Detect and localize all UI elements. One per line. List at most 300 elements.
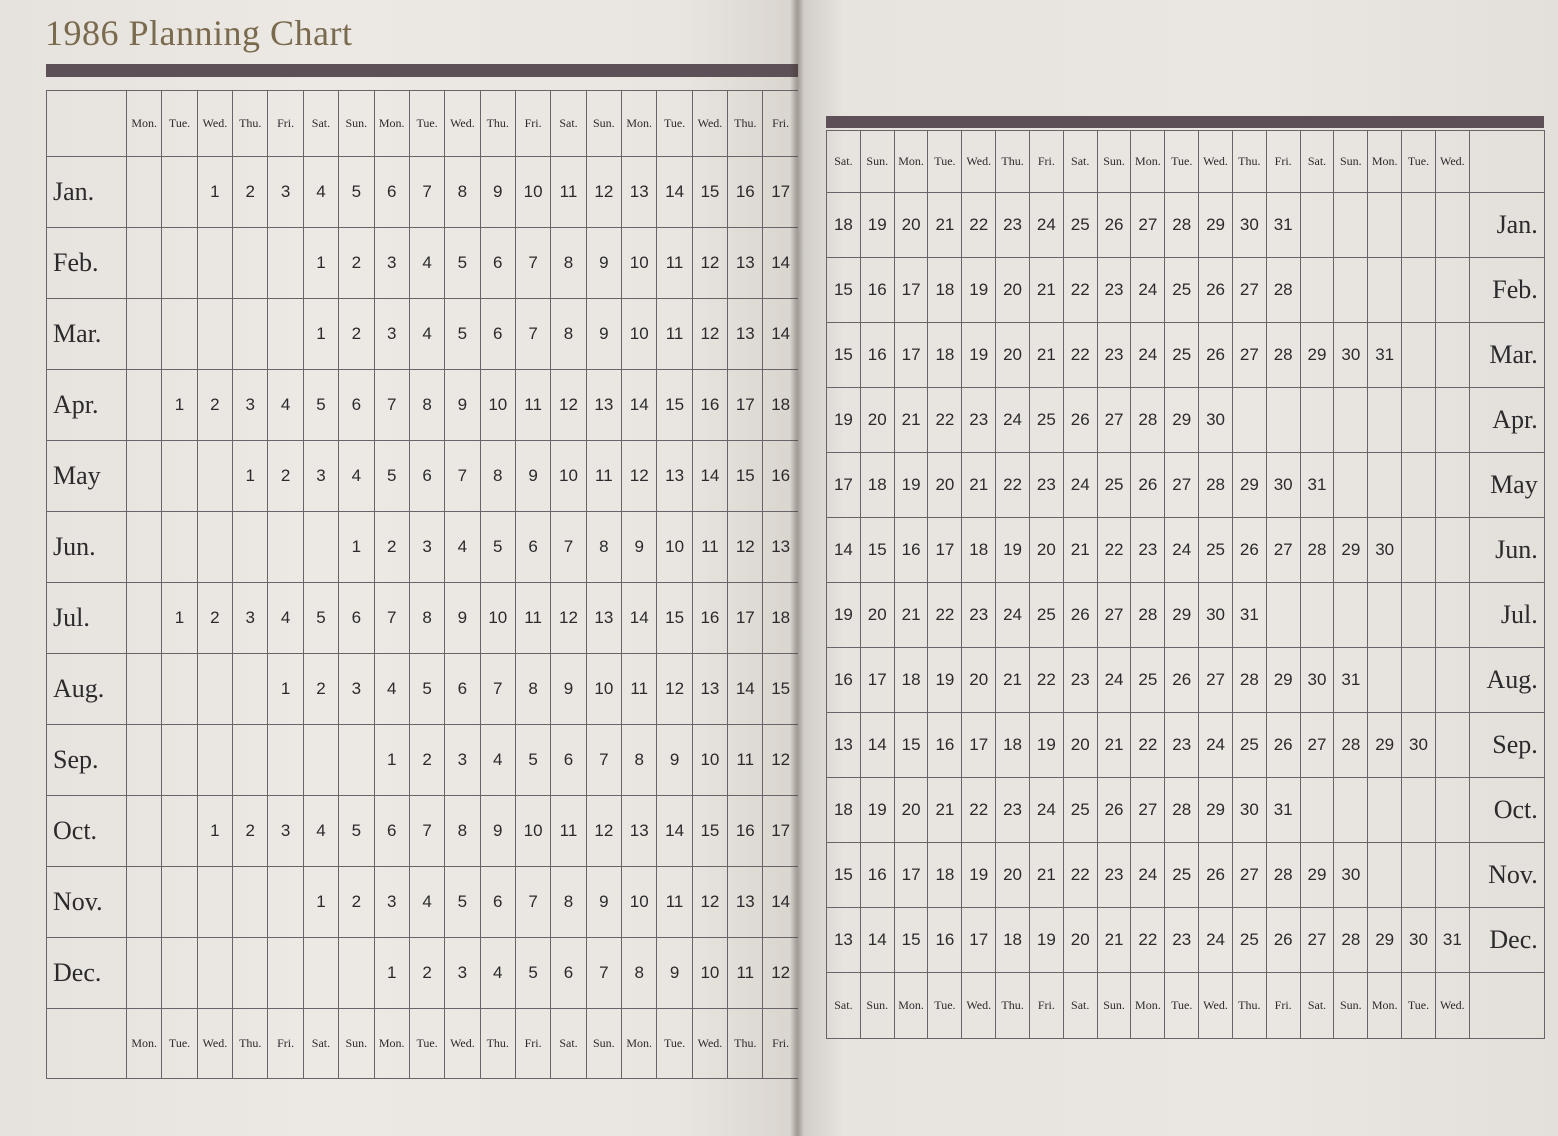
- date-cell: 14: [692, 441, 727, 512]
- month-label: Jun.: [1469, 518, 1544, 583]
- header-band: [826, 116, 1544, 128]
- date-cell: 11: [657, 299, 692, 370]
- day-header: Mon.: [622, 91, 657, 157]
- date-cell: 5: [303, 583, 338, 654]
- date-cell: 6: [551, 938, 586, 1009]
- day-header: Tue.: [1165, 131, 1199, 193]
- date-cell: 2: [303, 654, 338, 725]
- date-cell: 13: [657, 441, 692, 512]
- date-cell: 17: [763, 157, 798, 228]
- date-cell: 19: [827, 583, 861, 648]
- date-cell: 7: [409, 796, 444, 867]
- month-label: May: [1469, 453, 1544, 518]
- date-cell: 17: [894, 323, 928, 388]
- day-header: Sat.: [551, 91, 586, 157]
- date-cell: 26: [1165, 648, 1199, 713]
- month-row: [827, 323, 1545, 388]
- date-cell: 4: [268, 583, 303, 654]
- date-cell: 4: [409, 228, 444, 299]
- month-label: Apr.: [47, 370, 127, 441]
- date-cell: 3: [374, 228, 409, 299]
- date-cell: 26: [1232, 518, 1266, 583]
- date-cell: 19: [1029, 908, 1063, 973]
- date-cell: 21: [894, 583, 928, 648]
- date-cell: 24: [1165, 518, 1199, 583]
- date-cell: 13: [622, 157, 657, 228]
- day-header: Tue.: [657, 1009, 692, 1079]
- date-cell: [1334, 778, 1368, 843]
- date-cell: 17: [763, 796, 798, 867]
- date-cell: [127, 938, 162, 1009]
- month-label: Feb.: [47, 228, 127, 299]
- month-label: Aug.: [47, 654, 127, 725]
- date-cell: 25: [1131, 648, 1165, 713]
- date-cell: 14: [622, 370, 657, 441]
- date-cell: 24: [1131, 843, 1165, 908]
- date-cell: 19: [860, 778, 894, 843]
- day-header: Tue.: [409, 91, 444, 157]
- date-cell: 22: [928, 583, 962, 648]
- month-row: [827, 258, 1545, 323]
- date-cell: 9: [480, 157, 515, 228]
- date-cell: [1435, 713, 1469, 778]
- date-cell: [1435, 843, 1469, 908]
- date-cell: 25: [1063, 193, 1097, 258]
- date-cell: 1: [268, 654, 303, 725]
- day-header: Fri.: [268, 91, 303, 157]
- day-header: Mon.: [894, 131, 928, 193]
- date-cell: 1: [303, 228, 338, 299]
- date-cell: 24: [996, 388, 1030, 453]
- date-cell: 22: [1131, 713, 1165, 778]
- date-cell: 1: [197, 157, 232, 228]
- date-cell: 27: [1266, 518, 1300, 583]
- date-cell: 18: [763, 583, 798, 654]
- date-cell: 4: [303, 157, 338, 228]
- date-cell: [1232, 388, 1266, 453]
- date-cell: 10: [622, 867, 657, 938]
- date-cell: [127, 867, 162, 938]
- date-cell: 21: [1063, 518, 1097, 583]
- month-label: Jul.: [1469, 583, 1544, 648]
- day-header: Sun.: [1334, 131, 1368, 193]
- date-cell: 10: [515, 157, 550, 228]
- date-cell: 18: [996, 908, 1030, 973]
- month-row: [827, 648, 1545, 713]
- date-cell: 1: [233, 441, 268, 512]
- date-cell: 30: [1402, 908, 1436, 973]
- date-cell: 30: [1402, 713, 1436, 778]
- day-header: Mon.: [1368, 973, 1402, 1039]
- date-cell: 23: [1097, 843, 1131, 908]
- month-row: [47, 938, 799, 1009]
- date-cell: 3: [303, 441, 338, 512]
- date-cell: [197, 867, 232, 938]
- date-cell: 24: [996, 583, 1030, 648]
- date-cell: 22: [1063, 843, 1097, 908]
- date-cell: [1402, 583, 1436, 648]
- day-header: Tue.: [657, 91, 692, 157]
- date-cell: 11: [728, 725, 763, 796]
- month-label: Nov.: [47, 867, 127, 938]
- day-header: Tue.: [162, 1009, 197, 1079]
- date-cell: [1402, 323, 1436, 388]
- date-cell: 23: [996, 193, 1030, 258]
- date-cell: [268, 228, 303, 299]
- date-cell: 24: [1199, 713, 1233, 778]
- date-cell: 5: [303, 370, 338, 441]
- date-cell: [1435, 583, 1469, 648]
- date-cell: [127, 157, 162, 228]
- day-header: Sat.: [1063, 131, 1097, 193]
- day-footer-row: [47, 1009, 799, 1079]
- date-cell: 23: [1097, 323, 1131, 388]
- date-cell: 1: [197, 796, 232, 867]
- date-cell: 29: [1300, 843, 1334, 908]
- date-cell: 14: [763, 228, 798, 299]
- date-cell: 5: [339, 157, 374, 228]
- day-header: Sat.: [303, 91, 338, 157]
- date-cell: 12: [551, 583, 586, 654]
- date-cell: 30: [1232, 193, 1266, 258]
- date-cell: 5: [339, 796, 374, 867]
- date-cell: [1300, 258, 1334, 323]
- planning-table-right: [826, 130, 1545, 1039]
- date-cell: [1334, 193, 1368, 258]
- date-cell: 11: [657, 867, 692, 938]
- day-header: Thu.: [996, 131, 1030, 193]
- date-cell: 5: [480, 512, 515, 583]
- date-cell: 13: [586, 583, 621, 654]
- date-cell: 6: [374, 796, 409, 867]
- date-cell: [1435, 778, 1469, 843]
- day-header: Fri.: [763, 91, 798, 157]
- month-label: Sep.: [1469, 713, 1544, 778]
- date-cell: 21: [996, 648, 1030, 713]
- date-cell: 26: [1266, 713, 1300, 778]
- day-header-row: [827, 131, 1545, 193]
- date-cell: 21: [928, 193, 962, 258]
- date-cell: 10: [622, 299, 657, 370]
- date-cell: [1334, 388, 1368, 453]
- date-cell: 8: [551, 299, 586, 370]
- date-cell: 8: [445, 157, 480, 228]
- date-cell: 14: [657, 796, 692, 867]
- day-header: Sun.: [339, 91, 374, 157]
- date-cell: 1: [303, 867, 338, 938]
- day-header: Sun.: [1097, 131, 1131, 193]
- date-cell: 22: [928, 388, 962, 453]
- date-cell: 10: [622, 228, 657, 299]
- day-header: Wed.: [197, 91, 232, 157]
- month-row: [47, 725, 799, 796]
- day-header: Thu.: [233, 1009, 268, 1079]
- date-cell: 10: [657, 512, 692, 583]
- date-cell: 30: [1300, 648, 1334, 713]
- date-cell: 2: [339, 228, 374, 299]
- date-cell: 16: [692, 370, 727, 441]
- date-cell: 14: [860, 713, 894, 778]
- month-label: Jul.: [47, 583, 127, 654]
- day-header: Tue.: [1402, 131, 1436, 193]
- date-cell: 15: [894, 908, 928, 973]
- date-cell: 15: [728, 441, 763, 512]
- month-row: [827, 388, 1545, 453]
- date-cell: 12: [622, 441, 657, 512]
- date-cell: 29: [1300, 323, 1334, 388]
- date-cell: 18: [827, 193, 861, 258]
- date-cell: 26: [1266, 908, 1300, 973]
- date-cell: 6: [339, 583, 374, 654]
- month-label: Apr.: [1469, 388, 1544, 453]
- date-cell: 10: [586, 654, 621, 725]
- date-cell: 26: [1199, 843, 1233, 908]
- date-cell: 20: [996, 843, 1030, 908]
- date-cell: 11: [515, 370, 550, 441]
- date-cell: 21: [1097, 908, 1131, 973]
- date-cell: 14: [657, 157, 692, 228]
- date-cell: [1368, 648, 1402, 713]
- date-cell: 8: [409, 583, 444, 654]
- date-cell: [127, 441, 162, 512]
- date-cell: 6: [551, 725, 586, 796]
- month-row: [47, 796, 799, 867]
- date-cell: 6: [480, 299, 515, 370]
- date-cell: 4: [374, 654, 409, 725]
- day-header: Sat.: [827, 973, 861, 1039]
- date-cell: 26: [1199, 258, 1233, 323]
- day-header: Sun.: [586, 1009, 621, 1079]
- date-cell: [197, 654, 232, 725]
- month-row: [47, 867, 799, 938]
- date-cell: 13: [827, 908, 861, 973]
- date-cell: [1368, 778, 1402, 843]
- date-cell: 8: [480, 441, 515, 512]
- date-cell: 11: [622, 654, 657, 725]
- date-cell: 15: [692, 157, 727, 228]
- date-cell: [162, 796, 197, 867]
- date-cell: 7: [374, 583, 409, 654]
- date-cell: 10: [515, 796, 550, 867]
- corner-cell: [47, 1009, 127, 1079]
- date-cell: 9: [586, 228, 621, 299]
- date-cell: 5: [445, 867, 480, 938]
- day-header: Sun.: [1097, 973, 1131, 1039]
- date-cell: 15: [657, 583, 692, 654]
- date-cell: 30: [1334, 323, 1368, 388]
- date-cell: 29: [1165, 388, 1199, 453]
- date-cell: 28: [1334, 908, 1368, 973]
- month-row: [827, 518, 1545, 583]
- corner-cell: [1469, 131, 1544, 193]
- month-row: [827, 453, 1545, 518]
- date-cell: 19: [928, 648, 962, 713]
- date-cell: 15: [827, 843, 861, 908]
- date-cell: 7: [409, 157, 444, 228]
- date-cell: 18: [928, 258, 962, 323]
- date-cell: 11: [551, 796, 586, 867]
- date-cell: 28: [1266, 258, 1300, 323]
- date-cell: 12: [763, 725, 798, 796]
- date-cell: 12: [692, 299, 727, 370]
- date-cell: [1402, 518, 1436, 583]
- month-label: Oct.: [1469, 778, 1544, 843]
- day-header: Fri.: [763, 1009, 798, 1079]
- date-cell: 17: [962, 713, 996, 778]
- day-header: Wed.: [197, 1009, 232, 1079]
- date-cell: 27: [1131, 778, 1165, 843]
- month-label: Feb.: [1469, 258, 1544, 323]
- date-cell: [233, 725, 268, 796]
- date-cell: 24: [1097, 648, 1131, 713]
- date-cell: 7: [515, 299, 550, 370]
- date-cell: 9: [657, 938, 692, 1009]
- date-cell: 20: [894, 193, 928, 258]
- date-cell: 8: [622, 938, 657, 1009]
- book-gutter: [790, 0, 804, 1136]
- date-cell: 7: [480, 654, 515, 725]
- day-header: Mon.: [127, 91, 162, 157]
- date-cell: 27: [1300, 713, 1334, 778]
- month-row: [827, 193, 1545, 258]
- date-cell: 23: [996, 778, 1030, 843]
- date-cell: 7: [515, 867, 550, 938]
- date-cell: 8: [409, 370, 444, 441]
- date-cell: [1266, 388, 1300, 453]
- day-header: Fri.: [1266, 131, 1300, 193]
- date-cell: 22: [1131, 908, 1165, 973]
- date-cell: 25: [1097, 453, 1131, 518]
- date-cell: 12: [657, 654, 692, 725]
- day-header: Thu.: [480, 1009, 515, 1079]
- date-cell: 17: [827, 453, 861, 518]
- date-cell: 15: [894, 713, 928, 778]
- date-cell: 4: [303, 796, 338, 867]
- date-cell: [1402, 778, 1436, 843]
- date-cell: [1402, 648, 1436, 713]
- page-title: 1986 Planning Chart: [45, 13, 353, 53]
- date-cell: 13: [728, 228, 763, 299]
- date-cell: 26: [1097, 193, 1131, 258]
- date-cell: 26: [1063, 388, 1097, 453]
- date-cell: 7: [515, 228, 550, 299]
- date-cell: 25: [1029, 583, 1063, 648]
- date-cell: [1435, 518, 1469, 583]
- day-header: Mon.: [127, 1009, 162, 1079]
- date-cell: 17: [728, 583, 763, 654]
- date-cell: [162, 512, 197, 583]
- day-header: Sun.: [339, 1009, 374, 1079]
- date-cell: 27: [1232, 843, 1266, 908]
- day-header: Wed.: [445, 1009, 480, 1079]
- date-cell: 27: [1097, 583, 1131, 648]
- date-cell: 25: [1029, 388, 1063, 453]
- date-cell: [1402, 193, 1436, 258]
- day-header: Wed.: [1199, 973, 1233, 1039]
- date-cell: 27: [1199, 648, 1233, 713]
- date-cell: 12: [586, 796, 621, 867]
- date-cell: 17: [962, 908, 996, 973]
- date-cell: 15: [657, 370, 692, 441]
- date-cell: 10: [551, 441, 586, 512]
- date-cell: 2: [409, 938, 444, 1009]
- date-cell: 29: [1266, 648, 1300, 713]
- date-cell: 3: [445, 725, 480, 796]
- month-row: [47, 228, 799, 299]
- date-cell: [268, 725, 303, 796]
- day-header: Sat.: [1063, 973, 1097, 1039]
- day-header: Mon.: [1368, 131, 1402, 193]
- day-header: Fri.: [515, 91, 550, 157]
- date-cell: 28: [1300, 518, 1334, 583]
- date-cell: 30: [1232, 778, 1266, 843]
- date-cell: 2: [409, 725, 444, 796]
- date-cell: 22: [1029, 648, 1063, 713]
- date-cell: 13: [728, 867, 763, 938]
- date-cell: 15: [827, 258, 861, 323]
- day-header: Tue.: [409, 1009, 444, 1079]
- month-row: [47, 654, 799, 725]
- date-cell: 22: [1097, 518, 1131, 583]
- date-cell: [127, 370, 162, 441]
- day-header: Sun.: [1334, 973, 1368, 1039]
- date-cell: [233, 938, 268, 1009]
- day-header: Tue.: [928, 973, 962, 1039]
- date-cell: 3: [268, 796, 303, 867]
- date-cell: 19: [962, 843, 996, 908]
- date-cell: [197, 725, 232, 796]
- date-cell: 20: [860, 583, 894, 648]
- date-cell: 18: [860, 453, 894, 518]
- date-cell: 16: [827, 648, 861, 713]
- day-header: Fri.: [1029, 973, 1063, 1039]
- day-header: Fri.: [268, 1009, 303, 1079]
- date-cell: [1368, 258, 1402, 323]
- date-cell: [1402, 453, 1436, 518]
- date-cell: 23: [1165, 713, 1199, 778]
- date-cell: [1300, 778, 1334, 843]
- date-cell: 5: [445, 299, 480, 370]
- date-cell: 31: [1232, 583, 1266, 648]
- date-cell: [162, 654, 197, 725]
- day-header: Thu.: [1232, 973, 1266, 1039]
- date-cell: 1: [162, 583, 197, 654]
- date-cell: 19: [827, 388, 861, 453]
- date-cell: 14: [763, 299, 798, 370]
- date-cell: 14: [622, 583, 657, 654]
- date-cell: 13: [622, 796, 657, 867]
- date-cell: 16: [860, 258, 894, 323]
- date-cell: 1: [303, 299, 338, 370]
- date-cell: [197, 938, 232, 1009]
- date-cell: [339, 938, 374, 1009]
- date-cell: 31: [1266, 778, 1300, 843]
- date-cell: 14: [860, 908, 894, 973]
- date-cell: 8: [445, 796, 480, 867]
- date-cell: [162, 725, 197, 796]
- date-cell: 11: [586, 441, 621, 512]
- date-cell: 4: [409, 299, 444, 370]
- date-cell: 27: [1131, 193, 1165, 258]
- date-cell: 29: [1334, 518, 1368, 583]
- date-cell: 25: [1063, 778, 1097, 843]
- date-cell: 23: [1131, 518, 1165, 583]
- date-cell: 24: [1131, 323, 1165, 388]
- date-cell: 7: [586, 938, 621, 1009]
- day-header: Fri.: [515, 1009, 550, 1079]
- date-cell: [1435, 388, 1469, 453]
- date-cell: 30: [1368, 518, 1402, 583]
